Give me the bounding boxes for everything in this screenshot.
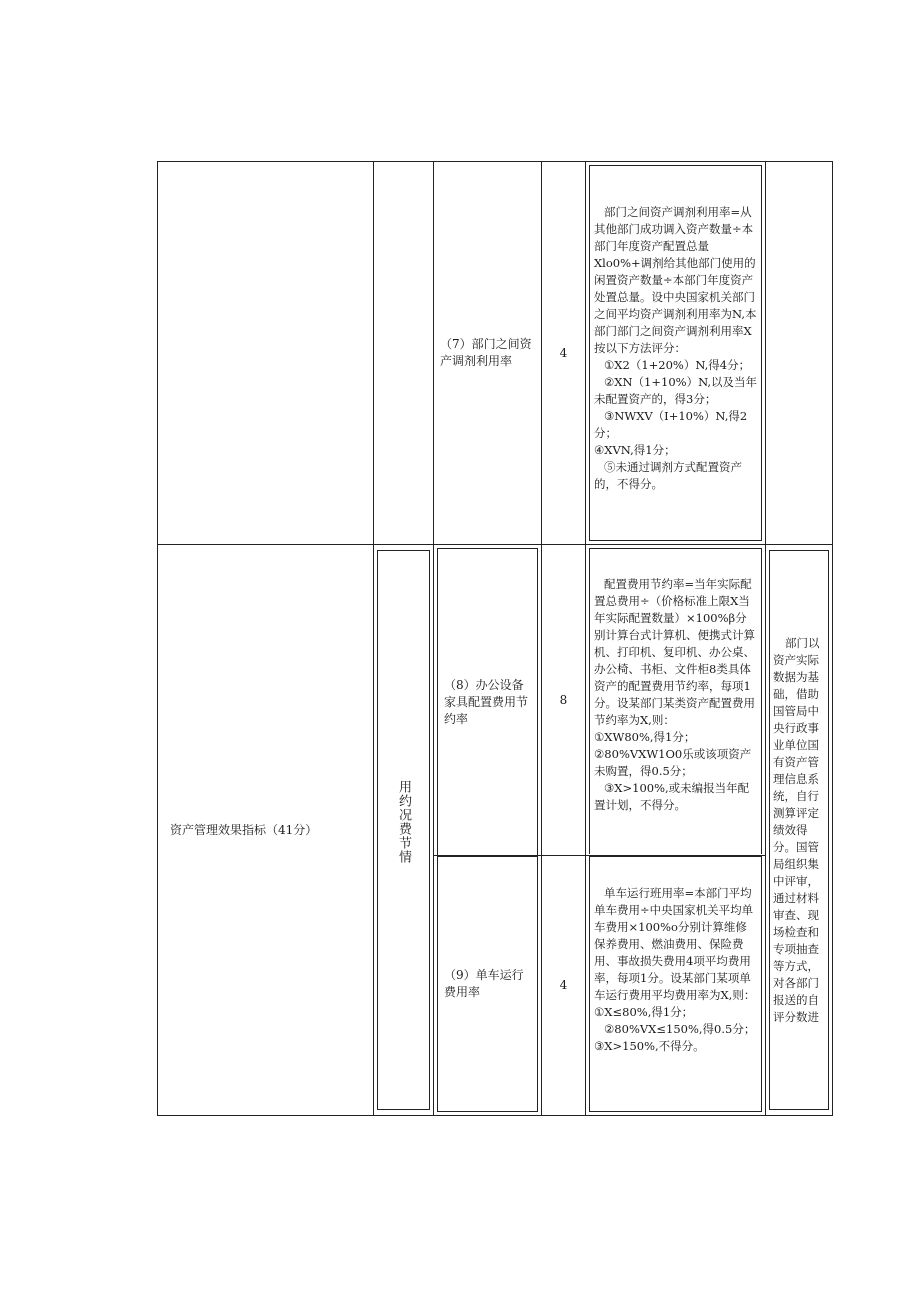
table-row [158, 162, 833, 545]
sub-category-cell [374, 545, 434, 1116]
indicator-name: （8）办公设备家具配置费用节约率 [444, 677, 529, 726]
indicator-cell [434, 856, 542, 1116]
method-box [589, 856, 762, 1112]
score-value: 4 [559, 345, 568, 360]
score-cell [542, 856, 586, 1116]
method-line: ②XN（1+10%）N,以及当年未配置资产的，得3分； [594, 375, 758, 406]
sub-category-label: 用约况费节情 [396, 780, 411, 864]
source-text: 部门以资产实际数据为基础，借助国管局中央行政事业单位国有资产管理信息系统，自行测算评定绩效得分。国管局组织集中评审，通过材料审查、现场检查和专项抽查等方式，对各部门报送的自评分数进 [773, 635, 820, 1024]
sub-category-cell-empty [374, 162, 434, 545]
indicator-cell [434, 545, 542, 856]
method-box [589, 165, 762, 541]
method-line: 配置费用节约率=当年实际配置总费用÷（价格标准上限X当年实际配置数量）×100%β分别计算台式计算机、便携式计算机、打印机、复印机、办公桌、办公椅、书柜、文件柜8类具体资产的配置费用节约率，每项1分。设某部门某类资产配置费用节约率为X,则： [594, 577, 755, 727]
method-box [589, 548, 762, 854]
source-cell [766, 545, 833, 1116]
method-line: ③X>100%,或未编报当年配置计划，不得分。 [594, 781, 750, 812]
sub-category-box [377, 550, 430, 1110]
indicator-box [437, 856, 538, 1112]
score-value: 8 [559, 692, 568, 707]
category-cell-empty [158, 162, 374, 545]
category-cell [158, 545, 374, 1116]
method-cell [586, 856, 766, 1116]
method-line: ④XVN,得1分； [594, 443, 676, 457]
indicator-cell [434, 162, 542, 545]
method-line: ③NWXV（I+10%）N,得2分； [594, 409, 748, 440]
evaluation-table [157, 161, 833, 1116]
method-line: ①XW80%,得1分； [594, 730, 696, 744]
score-value: 4 [559, 978, 568, 992]
category-label: 资产管理效果指标（41分） [170, 822, 318, 837]
score-cell [542, 162, 586, 545]
method-line: ③X>150%,不得分。 [594, 1039, 705, 1053]
score-cell [542, 545, 586, 856]
method-line: 单车运行班用率=本部门平均单车费用÷中央国家机关平均单车费用×100%o分别计算维修保养费用、燃油费用、保险费用、事故损失费用4项平均费用率，每项1分。设某部门某项单车运行费用平均费用率为X,则： [594, 886, 756, 1002]
method-line: ⑤未通过调剂方式配置资产的，不得分。 [594, 460, 742, 491]
source-box [769, 550, 829, 1110]
method-line: ①X≤80%,得1分； [594, 1005, 694, 1019]
method-line: 部门之间资产调剂利用率=从其他部门成功调入资产数量÷本部门年度资产配置总量Xlo0%+调剂给其他部门使用的闲置资产数量÷本部门年度资产处置总量。设中央国家机关部门之间平均资产调剂利用率为N,本部门部门之间资产调剂利用率X按以下方法评分： [594, 205, 757, 355]
indicator-name: （7）部门之间资产调剂利用率 [440, 337, 532, 368]
method-line: ①X2（1+20%）N,得4分； [604, 358, 751, 372]
indicator-name: （9）单车运行费用率 [444, 968, 524, 999]
table-row [158, 545, 833, 856]
indicator-box [437, 548, 538, 855]
source-cell-empty [766, 162, 833, 545]
method-cell [586, 545, 766, 856]
method-cell [586, 162, 766, 545]
method-line: ②80%VX≤150%,得0.5分； [604, 1022, 756, 1036]
method-line: ②80%VXW1O0乐或该项资产未购置，得0.5分； [594, 747, 752, 778]
